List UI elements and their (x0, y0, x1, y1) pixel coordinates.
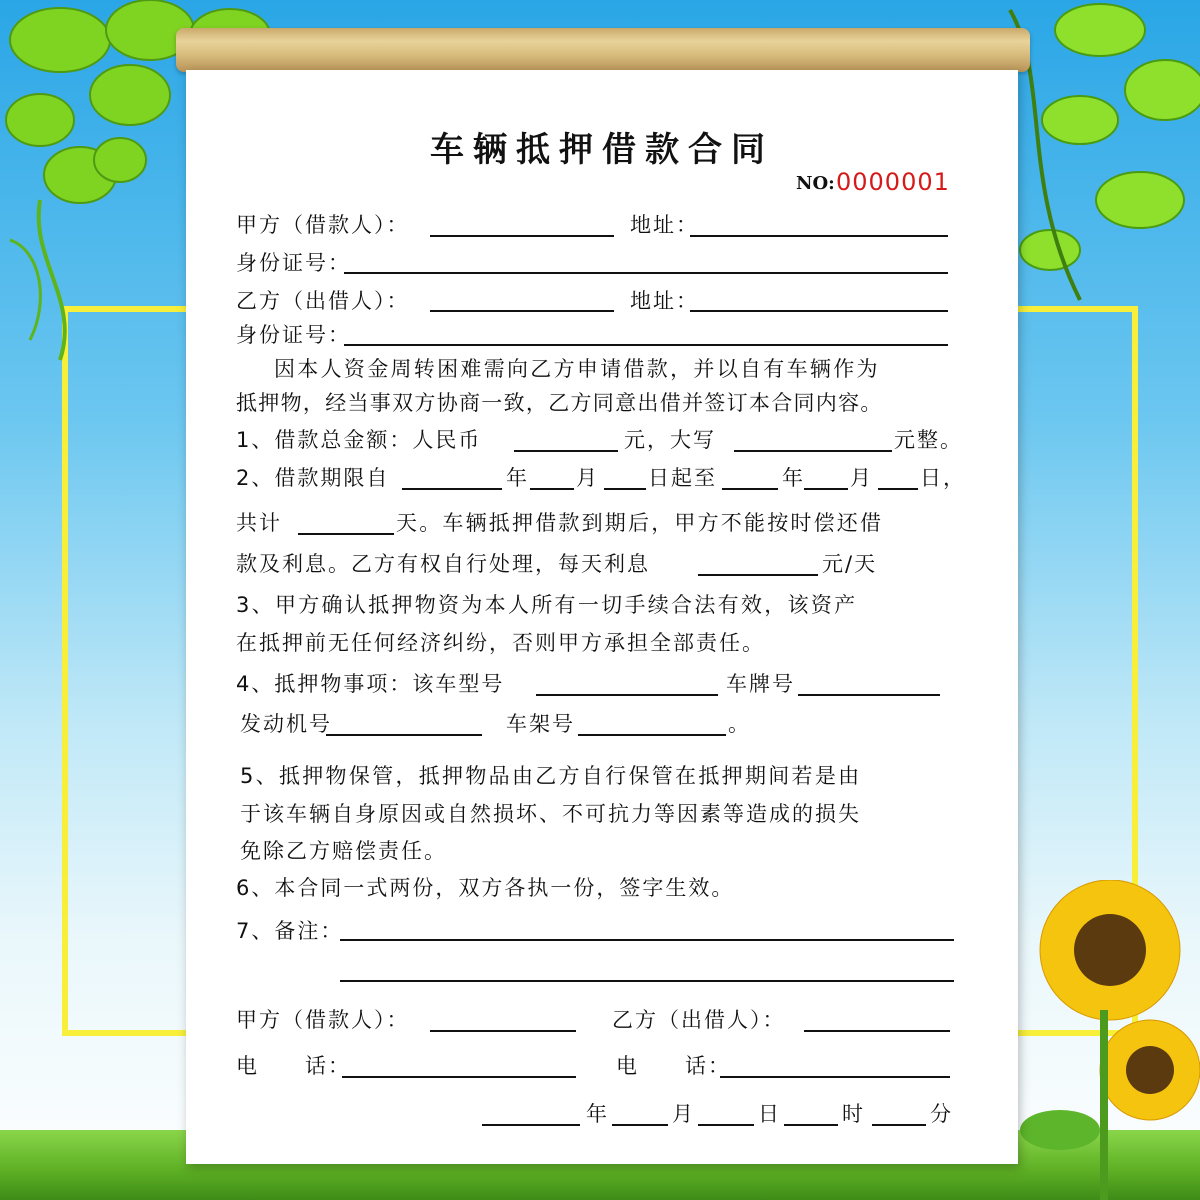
party-a-id-field[interactable] (344, 272, 948, 274)
clause-1-yuan: 元，大写 (624, 428, 716, 452)
contract-title: 车辆抵押借款合同 (430, 130, 774, 170)
clause-4-end: 。 (728, 712, 751, 736)
clause-5-line-3: 免除乙方赔偿责任。 (240, 839, 447, 863)
party-b-address-label: 地址： (630, 289, 699, 313)
party-b-label: 乙方（出借人）： (236, 289, 410, 313)
party-b-name-field[interactable] (430, 310, 614, 312)
scroll-roller (176, 28, 1030, 72)
contract-number: 0000001 (836, 168, 950, 196)
date-month-field[interactable] (612, 1124, 668, 1126)
clause-1-suffix: 元整。 (894, 428, 963, 452)
engine-label: 发动机号 (240, 712, 332, 736)
interest-suffix: 元/天 (822, 552, 878, 576)
intro-line-2: 抵押物，经当事双方协商一致，乙方同意出借并签订本合同内容。 (236, 391, 883, 415)
start-year-label: 年 (506, 466, 529, 490)
end-day-label: 日， (920, 466, 966, 490)
clause-3-line-2: 在抵押前无任何经济纠纷，否则甲方承担全部责任。 (236, 631, 765, 655)
phone-b-field[interactable] (720, 1076, 950, 1078)
date-day-label: 日 (758, 1102, 781, 1126)
interest-prefix: 款及利息。乙方有权自行处理，每天利息 (236, 552, 650, 576)
clause-5-line-2: 于该车辆自身原因或自然损坏、不可抗力等因素等造成的损失 (240, 802, 861, 826)
remarks-label: 7、备注： (236, 919, 344, 943)
remarks-field-line-1[interactable] (340, 939, 954, 941)
clause-5-line-1: 5、抵押物保管，抵押物品由乙方自行保管在抵押期间若是由 (240, 764, 862, 788)
engine-number-field[interactable] (326, 734, 482, 736)
sign-party-a-label: 甲方（借款人）： (236, 1008, 410, 1032)
party-a-label: 甲方（借款人）： (236, 213, 410, 237)
plate-number-field[interactable] (798, 694, 940, 696)
contract-sheet (186, 70, 1018, 1164)
date-hour-label: 时 (842, 1102, 865, 1126)
date-minute-label: 分 (930, 1102, 953, 1126)
remarks-field-line-2[interactable] (340, 980, 954, 982)
date-month-label: 月 (672, 1102, 695, 1126)
phone-a-label: 电 话： (236, 1054, 351, 1078)
sign-party-a-field[interactable] (430, 1030, 576, 1032)
party-a-name-field[interactable] (430, 235, 614, 237)
party-a-address-field[interactable] (690, 235, 948, 237)
sign-party-b-field[interactable] (804, 1030, 950, 1032)
total-days-suffix: 天。车辆抵押借款到期后，甲方不能按时偿还借 (396, 511, 884, 535)
intro-line-1: 因本人资金周转困难需向乙方申请借款，并以自有车辆作为 (274, 357, 880, 381)
party-b-id-label: 身份证号： (236, 323, 351, 347)
end-year-label: 年 (782, 466, 805, 490)
date-hour-field[interactable] (784, 1124, 838, 1126)
party-a-id-label: 身份证号： (236, 251, 351, 275)
phone-a-field[interactable] (342, 1076, 576, 1078)
end-month-field[interactable] (804, 488, 848, 490)
amount-field[interactable] (514, 450, 618, 452)
party-a-address-label: 地址： (630, 213, 699, 237)
day-from-label: 日起至 (648, 466, 717, 490)
party-b-id-field[interactable] (344, 344, 948, 346)
date-year-field[interactable] (482, 1124, 580, 1126)
party-b-address-field[interactable] (690, 310, 948, 312)
clause-6: 6、本合同一式两份，双方各执一份，签字生效。 (236, 876, 735, 900)
amount-in-words-field[interactable] (734, 450, 892, 452)
start-month-label: 月 (576, 466, 599, 490)
plate-label: 车牌号 (726, 672, 795, 696)
clause-4-prefix: 4、抵押物事项：该车型号 (236, 672, 505, 696)
date-minute-field[interactable] (872, 1124, 926, 1126)
clause-1-prefix: 1、借款总金额：人民币 (236, 428, 482, 452)
end-year-field[interactable] (722, 488, 778, 490)
date-day-field[interactable] (698, 1124, 754, 1126)
sunflower-decoration (1000, 880, 1200, 1200)
clause-2-prefix: 2、借款期限自 (236, 466, 390, 490)
sign-party-b-label: 乙方（出借人）： (612, 1008, 786, 1032)
end-day-field[interactable] (878, 488, 918, 490)
total-days-prefix: 共计 (236, 511, 282, 535)
clause-3-line-1: 3、甲方确认抵押物资为本人所有一切手续合法有效，该资产 (236, 593, 858, 617)
start-year-field[interactable] (402, 488, 502, 490)
total-days-field[interactable] (298, 533, 394, 535)
frame-label: 车架号 (506, 712, 575, 736)
daily-interest-field[interactable] (698, 574, 818, 576)
frame-number-field[interactable] (578, 734, 726, 736)
phone-b-label: 电 话： (616, 1054, 731, 1078)
start-month-field[interactable] (530, 488, 574, 490)
start-day-field[interactable] (604, 488, 646, 490)
date-year-label: 年 (586, 1102, 609, 1126)
end-month-label: 月 (850, 466, 873, 490)
contract-number-label: NO: (796, 173, 835, 194)
vehicle-model-field[interactable] (536, 694, 718, 696)
